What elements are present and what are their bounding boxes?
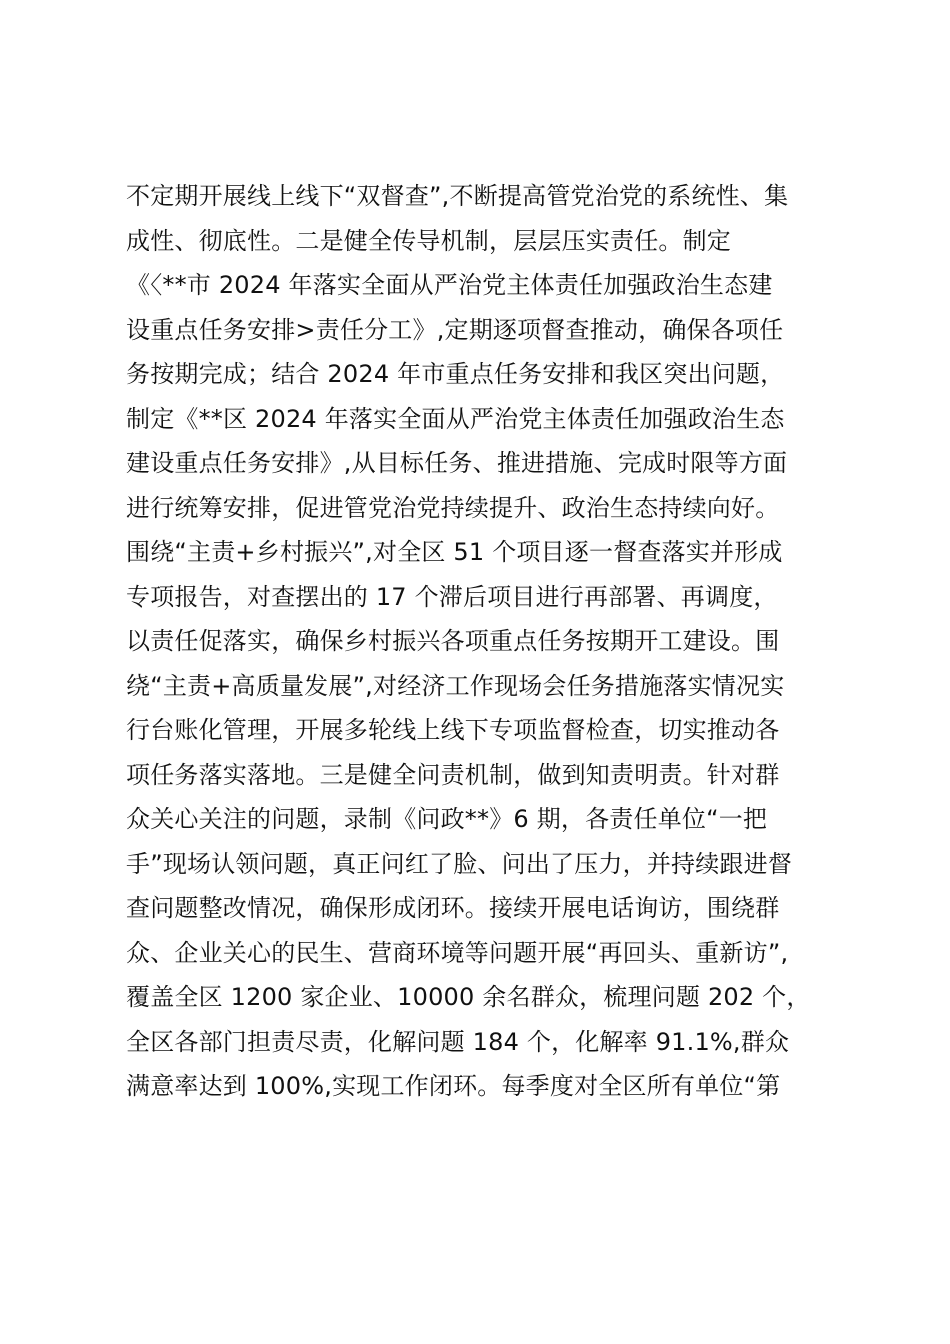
- text-line: 围绕“主责+乡村振兴”,对全区 51 个项目逐一督查落实并形成: [126, 538, 783, 566]
- text-line: 众、企业关心的民生、营商环境等问题开展“再回头、重新访”,: [126, 938, 789, 967]
- text-line: 覆盖全区 1200 家企业、10000 余名群众，梳理问题 202 个，: [126, 983, 811, 1011]
- text-line: 制定《**区 2024 年落实全面从严治党主体责任加强政治生态: [126, 404, 785, 433]
- text-line: 《〈**市 2024 年落实全面从严治党主体责任加强政治生态建: [126, 271, 773, 299]
- text-line: 行台账化管理，开展多轮线上线下专项监督检查，切实推动各: [126, 716, 780, 744]
- text-line: 项任务落实落地。三是健全问责机制，做到知责明责。针对群: [126, 760, 780, 789]
- text-line: 不定期开展线上线下“双督查”,不断提高管党治党的系统性、集: [126, 182, 789, 210]
- text-line: 手”现场认领问题，真正问红了脸、问出了压力，并持续跟进督: [126, 849, 793, 878]
- text-line: 绕“主责+高质量发展”,对经济工作现场会任务措施落实情况实: [126, 671, 785, 700]
- text-line: 众关心关注的问题，录制《问政**》6 期，各责任单位“一把: [126, 805, 768, 833]
- text-line: 务按期完成；结合 2024 年市重点任务安排和我区突出问题，: [126, 360, 785, 388]
- text-line: 专项报告，对查摆出的 17 个滞后项目进行再部署、再调度，: [126, 582, 778, 611]
- text-line: 满意率达到 100%,实现工作闭环。每季度对全区所有单位“第: [126, 1072, 781, 1100]
- text-line: 以责任促落实，确保乡村振兴各项重点任务按期开工建设。围: [126, 627, 780, 655]
- body-paragraph: [126, 174, 846, 1109]
- text-line: 进行统筹安排，促进管党治党持续提升、政治生态持续向好。: [126, 493, 780, 522]
- text-line: 查问题整改情况，确保形成闭环。接续开展电话询访，围绕群: [126, 894, 780, 922]
- text-line: 建设重点任务安排》,从目标任务、推进措施、完成时限等方面: [126, 449, 788, 477]
- text-line: 全区各部门担责尽责，化解问题 184 个，化解率 91.1%,群众: [126, 1027, 790, 1056]
- text-line: 成性、彻底性。二是健全传导机制，层层压实责任。制定: [126, 226, 731, 255]
- text-line: 设重点任务安排>责任分工》,定期逐项督查推动，确保各项任: [126, 315, 784, 344]
